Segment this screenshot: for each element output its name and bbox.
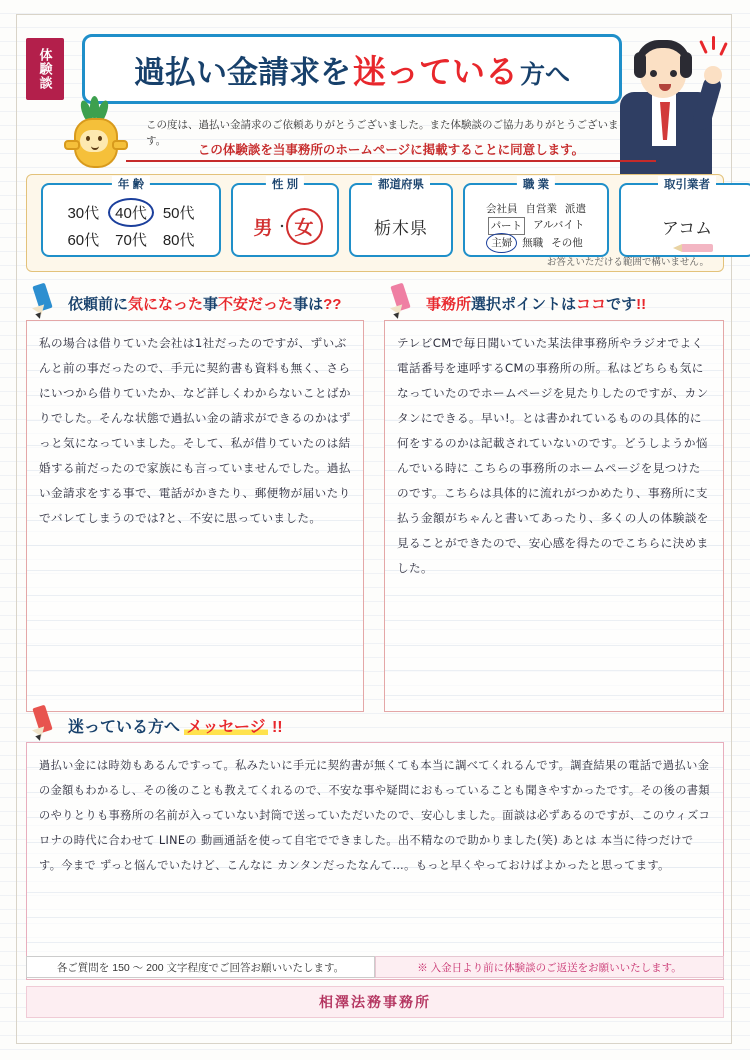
q2-title-highlight-2: ココ [576,295,607,313]
profile-section [26,174,724,272]
job-row-3 [486,235,586,251]
q1-title-highlight-1: 気になった [128,295,204,313]
age-options-row-2 [64,228,197,251]
age-option-80[interactable]: 80代 [162,232,195,249]
field-gender-label: 性 別 [266,176,304,192]
title-part-2: 方へ [519,60,570,89]
message-header [26,708,724,742]
question-1-answer-text: 私の場合は借りていた会社は1社だったのですが、ずいぶんと前の事だったので、手元に契約書も資料も無く、さらにいつから借りていたか、など詳しくわからないことばかりでした。そんな状態で過払い金の請求ができるのかはずっと気になっていました。そして、私が借りていたのは結婚する前だったので家族にも言っていませんでした。過払い金請求をする事で、電話がかきたり、郵便物が届いたりでバレてしまうのでは?と、不安に思っていました。 [39,336,351,525]
q1-title-highlight-2: 不安だった [218,295,294,313]
message-answer-text: 過払い金には時効もあるんですって。私みたいに手元に契約書が無くても本当に調べてくれるんです。調査結果の電話で過払い金の金額もわかるし、その後のことも教えてくれるので、不安な事や疑問におもっていることも聞きやすかったです。その後の書類のやりとりも事務所の名前が入っていない封筒で送っていただいたので、安心しました。面談は必ずあるのですが、このウィズコロナの時代に合わせて LINEの 動画通話を使って自宅でできました。出不精なので助かりました(笑) あとは 本当に待つだけです。今まで ずっと悩んでいたけど、こんなに カンタンだったなんて…。もっと早くやっておけばよかったと思ってます。 [39,759,711,872]
prefecture-value: 栃木県 [374,218,428,239]
job-option-company-employee[interactable]: 会社員 [486,202,518,215]
question-1-title [68,293,341,314]
question-2-panel [384,286,724,712]
message-panel [26,708,724,980]
q1-title-part-1: 依頼前に [68,295,129,313]
gender-option-female-selected[interactable]: 女 [292,213,317,240]
question-2-title [426,293,646,314]
field-job-label: 職 業 [517,176,555,192]
footer-note-right: ※ 入金日より前に体験談のご返送をお願いいたします。 [375,956,724,978]
gender-options [253,213,316,240]
age-options-row-1 [64,201,197,224]
title-highlight: 迷っている [352,52,518,90]
job-option-housewife-selected[interactable]: 主婦 [489,235,514,251]
field-age-label: 年 齢 [112,176,150,192]
field-prefecture-label: 都道府県 [372,176,430,192]
field-gender [231,179,339,257]
age-option-60[interactable]: 60代 [67,232,100,249]
job-option-arbeit[interactable]: アルバイト [533,218,585,231]
office-name-bar: 相澤法務事務所 [26,986,724,1018]
q2-title-part-3: です [606,295,637,313]
document-header [26,30,726,170]
lead-text: この度は、過払い金請求のご依頼ありがとうございました。また体験談のご協力ありがとうございます。 [146,119,619,147]
job-option-self-employed[interactable]: 自営業 [525,202,557,215]
gender-separator-dot: ・ [276,221,288,233]
field-age [41,179,221,257]
q1-title-part-3: 事は [293,295,324,313]
msg-title-mark: !! [271,718,283,736]
pencil-icon [384,284,422,320]
q1-title-part-2: 事 [203,295,219,313]
question-2-answer-text: テレビCMで毎日聞いていた某法律事務所やラジオでよく電話番号を連呼するCMの事務所の所。私はどちらも気になっていたのでホームページを見たりしたのですが、カンタンにできる。早い!。とは書かれているものの具体的に何をするのかは記載されていないのです。どうしようか悩んでいる時に こちらの事務所のホームページを見つけたのです。こちらは具体的に流れがつかめたり、事務所に支払う金額がちゃんと書いてあったり、多くの人の体験談を見ることができたので、安心感を得たのでこちらに決めました。 [397,336,709,575]
q2-title-mark: !! [636,295,647,313]
profile-note: お答えいただける範囲で構いません。 [546,257,709,268]
pineapple-mascot-icon [64,96,126,170]
message-title [68,714,283,737]
message-answer-box [26,742,724,980]
job-option-dispatch[interactable]: 派遣 [565,202,586,215]
field-job [463,179,609,257]
field-prefecture [349,179,453,257]
job-row-1 [486,201,586,217]
q2-title-highlight-1: 選択 [471,295,502,313]
consent-statement: この体験談を当事務所のホームページに掲載することに同意します。 [126,140,656,162]
job-option-other[interactable]: その他 [551,237,583,250]
lender-value: アコム [661,218,713,239]
age-option-50[interactable]: 50代 [162,205,195,222]
testimonial-tag: 体験談 [26,38,64,100]
field-lender-label: 取引業者 [658,176,716,192]
title-part-1: 過払い金請求を [133,54,351,90]
footer-notes [26,956,724,978]
question-1-answer-box [26,320,364,712]
q2-title-part-1: 事務所 [426,295,472,313]
title-banner [82,34,622,104]
age-option-40-selected[interactable]: 40代 [112,201,150,224]
msg-title-highlight: メッセージ [186,718,266,736]
age-option-70[interactable]: 70代 [115,232,147,249]
q1-title-mark: ?? [323,295,342,313]
job-options [486,201,586,252]
job-option-part-time[interactable]: パート [488,217,526,235]
pencil-icon [26,284,64,320]
page-title [134,46,570,93]
pencil-decoration-icon [673,241,717,255]
question-2-header [384,286,724,320]
msg-title-part-1: 迷っている方へ [68,718,181,736]
job-option-unemployed[interactable]: 無職 [522,237,544,250]
pencil-icon [26,706,64,742]
gender-option-male[interactable]: 男 [253,217,273,239]
age-option-30[interactable]: 30代 [67,205,100,222]
q2-title-part-2: ポイントは [501,295,577,313]
question-1-panel [26,286,364,712]
question-2-answer-box [384,320,724,712]
footer-note-left: 各ご質問を 150 ～ 200 文字程度でご回答お願いいたします。 [26,956,375,978]
question-1-header [26,286,364,320]
